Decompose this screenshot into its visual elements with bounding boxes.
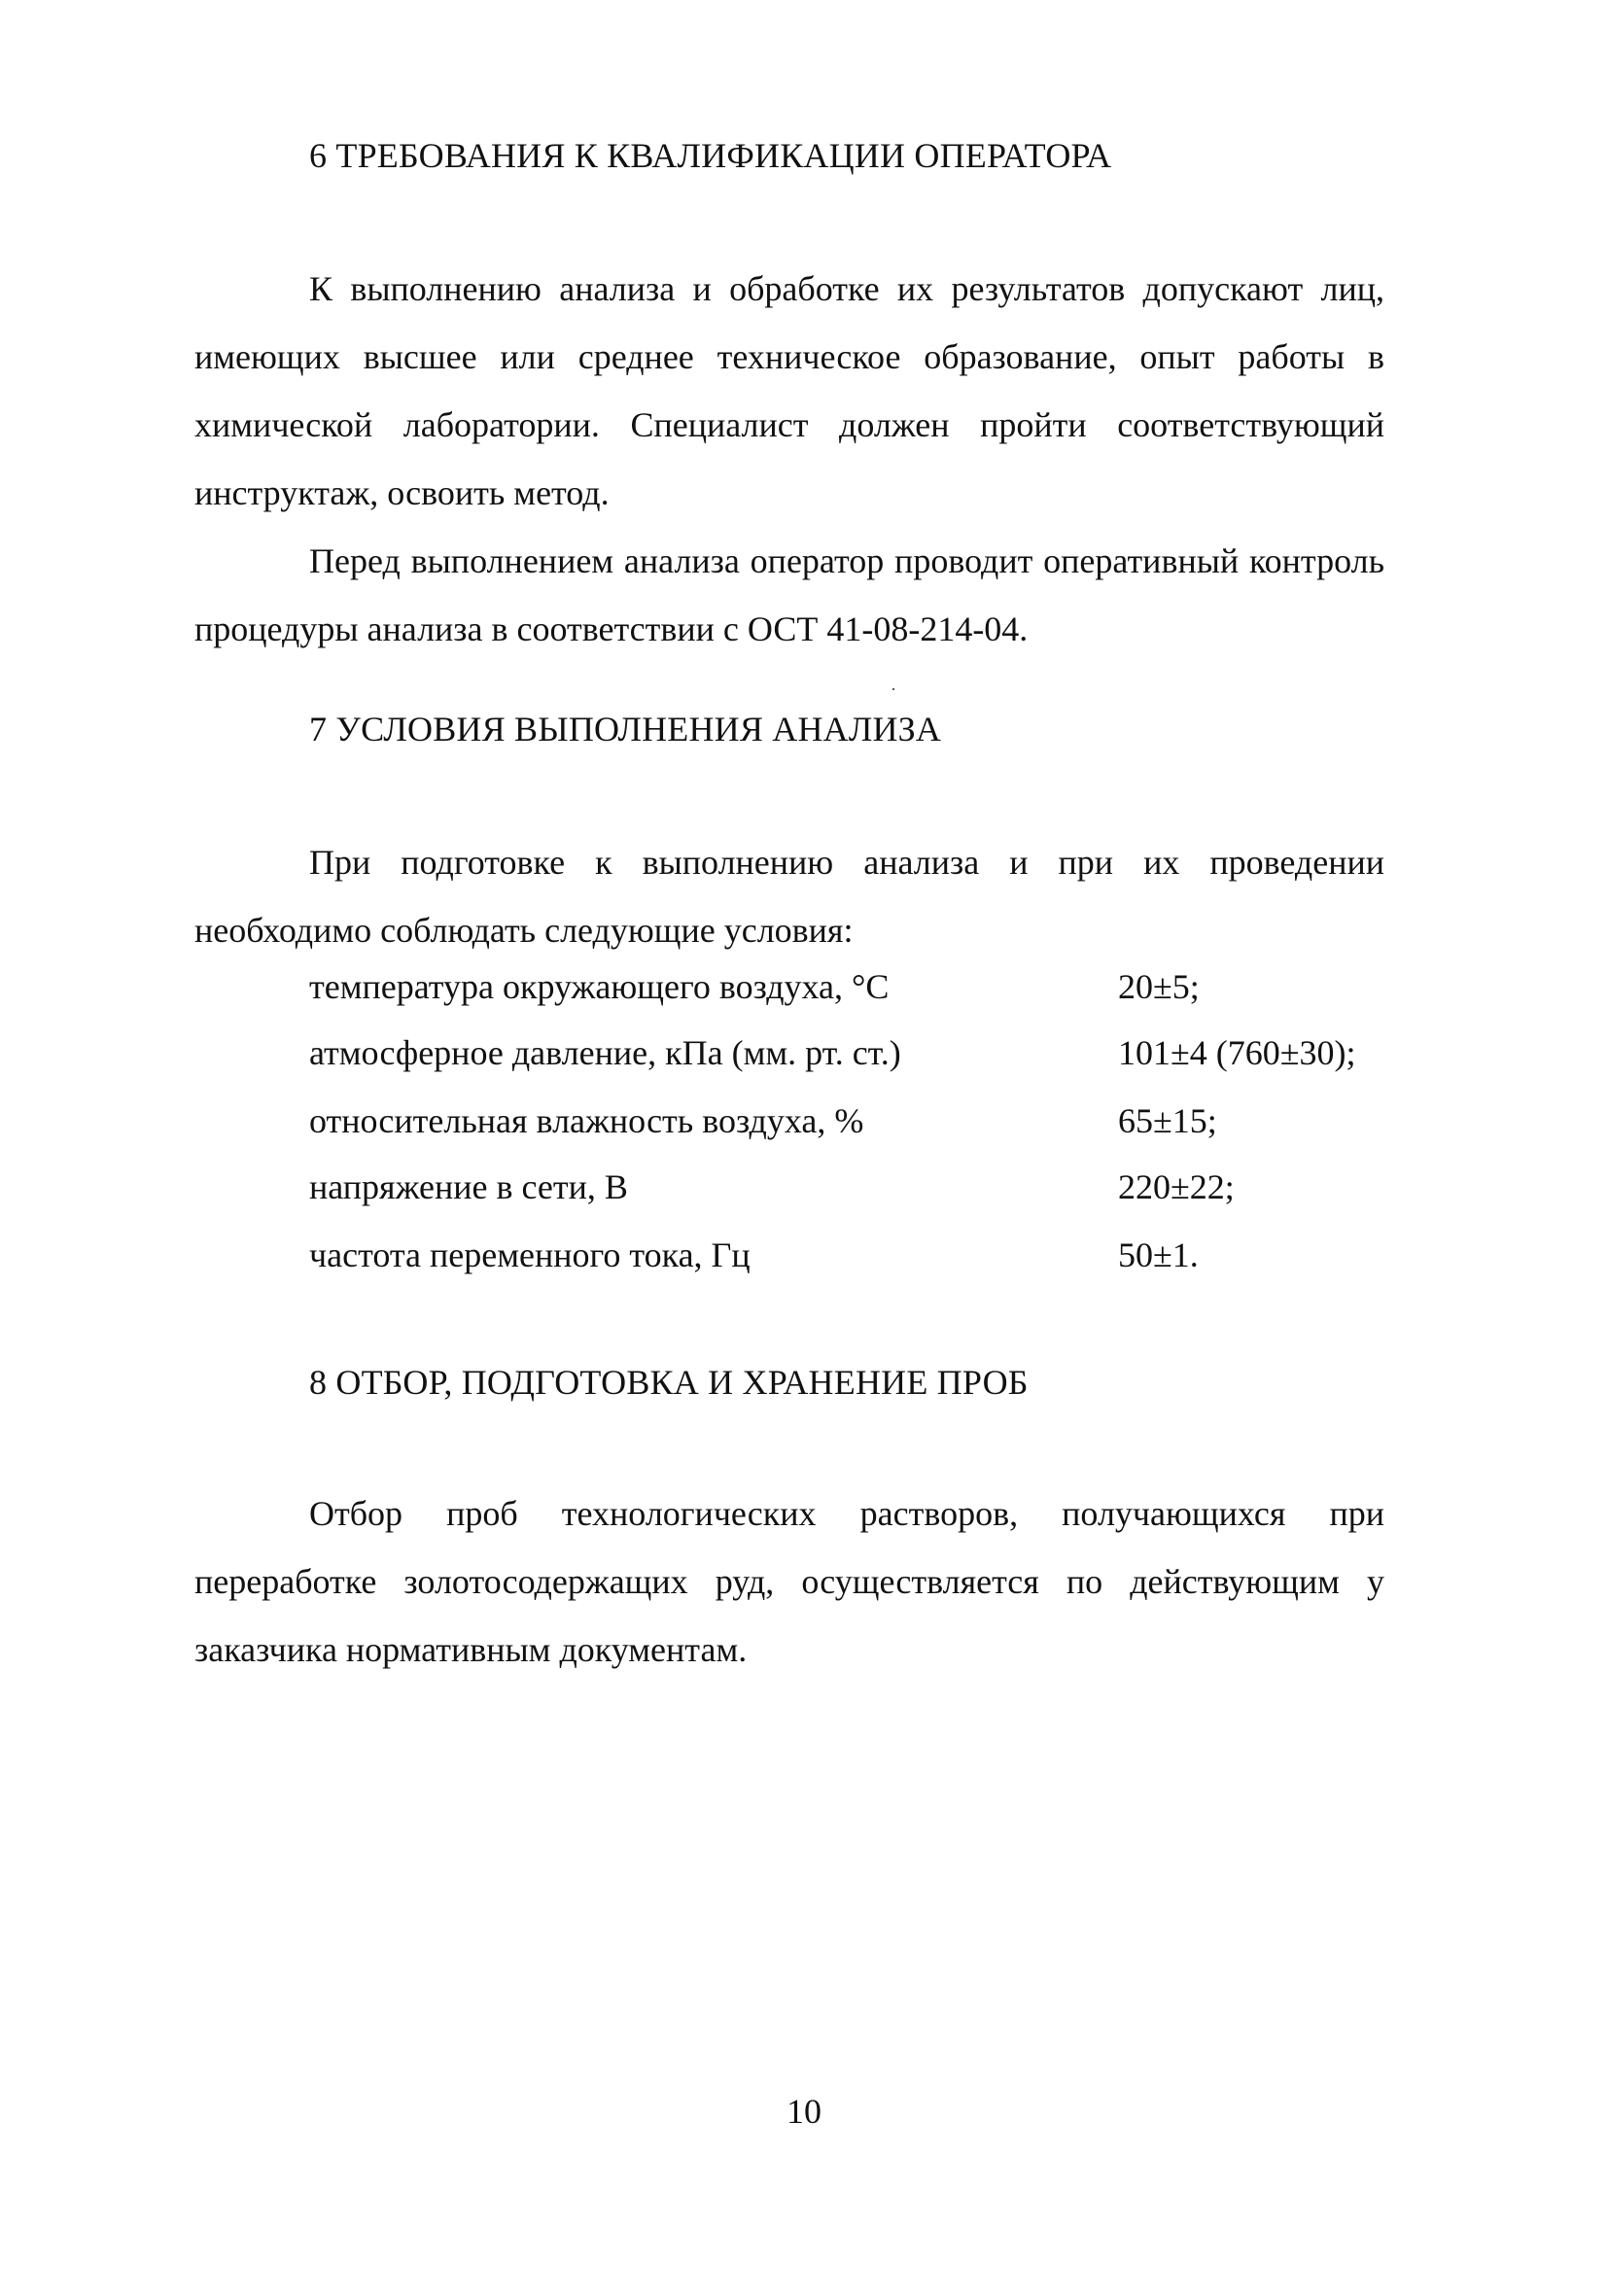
condition-label: частота переменного тока, Гц: [309, 1235, 751, 1274]
section-6-paragraph-1-text: К выполнению анализа и обработке их результатов допускают лиц, имеющих высшее или среднее техническое образование, опыт работы в химической лаборатории. Специалист должен пройти соответствующий инструктаж, освоить метод.: [194, 269, 1384, 512]
section-8-heading: 8 ОТБОР, ПОДГОТОВКА И ХРАНЕНИЕ ПРОБ: [309, 1363, 1029, 1402]
section-6-paragraph-2-text: Перед выполнением анализа оператор проводит оперативный контроль процедуры анализа в соответствии с ОСТ 41-08-214-04.: [194, 541, 1384, 648]
condition-value: 220±22;: [1118, 1167, 1235, 1206]
condition-label: температура окружающего воздуха, °С: [309, 967, 890, 1006]
condition-label: напряжение в сети, В: [309, 1167, 628, 1206]
section-6-paragraph-1: [194, 255, 1384, 527]
condition-value: 65±15;: [1118, 1101, 1217, 1140]
section-8-paragraph-1: [194, 1479, 1384, 1684]
condition-value: 101±4 (760±30);: [1118, 1033, 1356, 1072]
condition-label: атмосферное давление, кПа (мм. рт. ст.): [309, 1033, 901, 1072]
section-7-heading: 7 УСЛОВИЯ ВЫПОЛНЕНИЯ АНАЛИЗА: [309, 710, 942, 748]
condition-row-frequency: [309, 1231, 1388, 1279]
section-7-intro-text: При подготовке к выполнению анализа и при их проведении необходимо соблюдать следующие условия:: [194, 843, 1384, 950]
condition-row-pressure: [309, 1028, 1388, 1077]
page-number: 10: [787, 2092, 821, 2131]
condition-row-temperature: [309, 962, 1388, 1011]
scan-speck: [892, 688, 894, 690]
section-7-intro: [194, 828, 1384, 964]
condition-row-humidity: [309, 1096, 1388, 1145]
condition-row-voltage: [309, 1163, 1388, 1211]
condition-value: 20±5;: [1118, 967, 1200, 1006]
condition-label: относительная влажность воздуха, %: [309, 1101, 864, 1140]
section-6-heading: 6 ТРЕБОВАНИЯ К КВАЛИФИКАЦИИ ОПЕРАТОРА: [309, 136, 1112, 175]
section-8-paragraph-1-text: Отбор проб технологических растворов, получающихся при переработке золотосодержащих руд, осуществляется по действующим у заказчика нормативным документам.: [194, 1494, 1384, 1669]
section-6-paragraph-2: [194, 527, 1384, 663]
condition-value: 50±1.: [1118, 1235, 1199, 1274]
